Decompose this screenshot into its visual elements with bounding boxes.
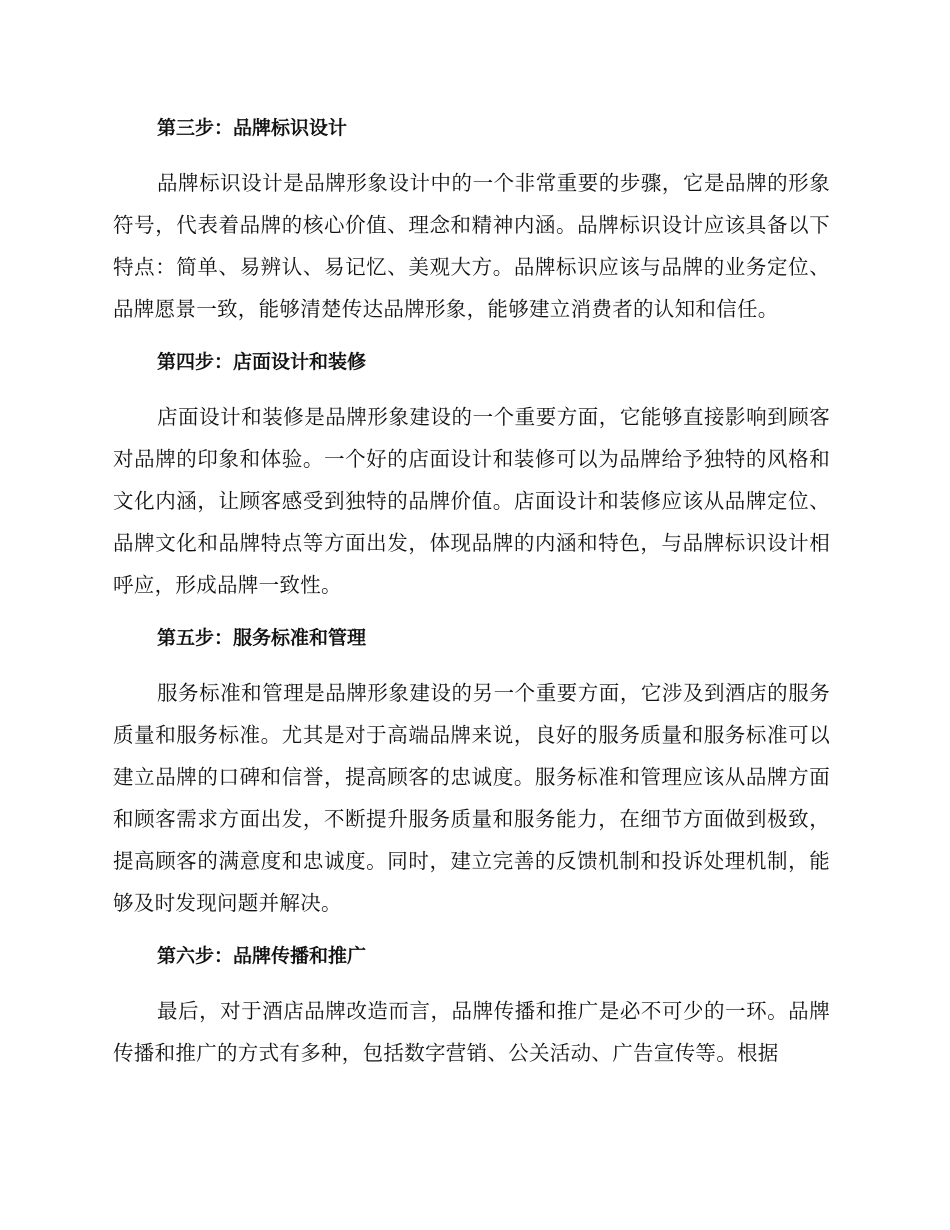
document-body bbox=[113, 108, 830, 1074]
section-heading-step6: 第六步：品牌传播和推广 bbox=[157, 945, 367, 967]
section-paragraph-step4: 店面设计和装修是品牌形象建设的一个重要方面，它能够直接影响到顾客对品牌的印象和体验。一个好的店面设计和装修可以为品牌给予独特的风格和文化内涵，让顾客感受到独特的品牌价值。店面设计和装修应该从品牌定位、品牌文化和品牌特点等方面出发，体现品牌的内涵和特色，与品牌标识设计相呼应，形成品牌一致性。 bbox=[113, 405, 830, 597]
section-paragraph-step3: 品牌标识设计是品牌形象设计中的一个非常重要的步骤，它是品牌的形象符号，代表着品牌的核心价值、理念和精神内涵。品牌标识设计应该具备以下特点：简单、易辨认、易记忆、美观大方。品牌标识应该与品牌的业务定位、品牌愿景一致，能够清楚传达品牌形象，能够建立消费者的认知和信任。 bbox=[113, 171, 830, 321]
section-heading-step3: 第三步：品牌标识设计 bbox=[157, 117, 348, 139]
section-paragraph-step5: 服务标准和管理是品牌形象建设的另一个重要方面，它涉及到酒店的服务质量和服务标准。尤其是对于高端品牌来说，良好的服务质量和服务标准可以建立品牌的口碑和信誉，提高顾客的忠诚度。服务标准和管理应该从品牌方面和顾客需求方面出发，不断提升服务质量和服务能力，在细节方面做到极致，提高顾客的满意度和忠诚度。同时，建立完善的反馈机制和投诉处理机制，能够及时发现问题并解决。 bbox=[113, 681, 830, 915]
section-paragraph-step6: 最后，对于酒店品牌改造而言，品牌传播和推广是必不可少的一环。品牌传播和推广的方式有多种，包括数字营销、公关活动、广告宣传等。根据 bbox=[113, 999, 830, 1065]
section-heading-step5: 第五步：服务标准和管理 bbox=[157, 627, 367, 649]
section-heading-step4: 第四步：店面设计和装修 bbox=[157, 351, 367, 373]
